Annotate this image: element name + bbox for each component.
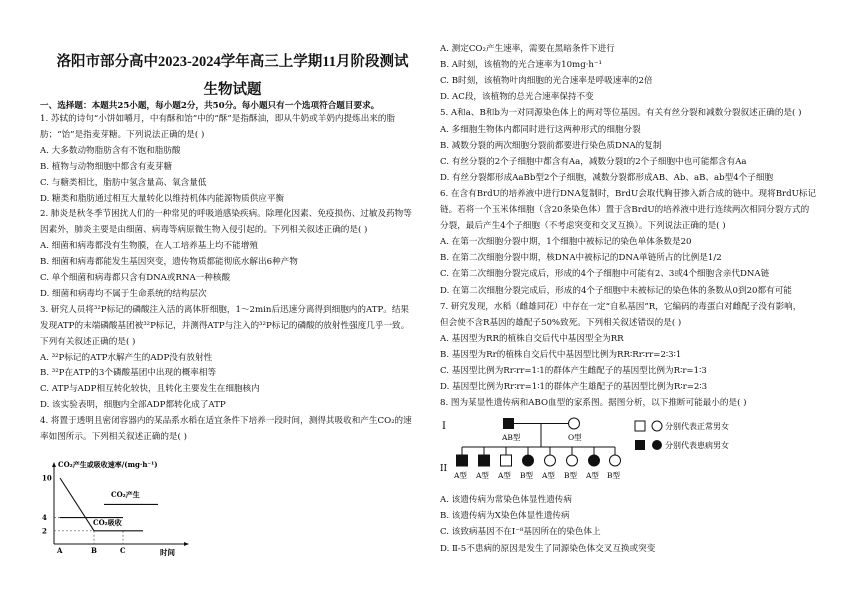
question-line: C. 有丝分裂的2个子细胞中都含有Aa，减数分裂Ⅰ的2个子细胞中也可能都含有Aa xyxy=(440,156,747,167)
legend-affected-male xyxy=(635,440,645,450)
question-line: A. 测定CO₂产生速率，需要在黑暗条件下进行 xyxy=(440,44,615,54)
question-line: 3. 研究人员将³²P标记的磷酸注入活的离体肝细胞，1～2min后迅速分离得到细胞内的ATP。结果 xyxy=(40,304,410,315)
question-line: B. 在第二次细胞分裂中期，核DNA中被标记的DNA单链所占的比例是1/2 xyxy=(440,253,722,264)
y-arrow xyxy=(52,462,56,467)
gen2-blood-2: A型 xyxy=(476,471,489,480)
question-line: A. ³²P标记的ATP水解产生的ADP没有放射性 xyxy=(40,352,213,363)
gen2-individual-6 xyxy=(567,455,578,466)
gen2-blood-5: A型 xyxy=(542,471,555,480)
question-line: D. AC段，该植物的总光合速率保持不变 xyxy=(440,92,594,103)
gen2-individual-1 xyxy=(457,455,468,466)
gen2-blood-6: B型 xyxy=(564,471,578,480)
series-label-production: CO₂产生 xyxy=(111,489,140,499)
question-line: 链。若将一个玉米体细胞（含20条染色体）置于含BrdU的培养液中进行连续两次相同分裂方式的 xyxy=(440,205,810,215)
y-tick-label: 2 xyxy=(42,526,47,536)
x-tick-label: A xyxy=(57,546,63,555)
question-line: 但会使不含R基因的雄配子50%致死。下列相关叙述错误的是( ) xyxy=(440,317,682,328)
generation-label-1: I xyxy=(442,421,446,432)
question-line: C. 基因型比例为Rr∶rr=1∶1的群体产生雌配子的基因型比例为R∶r=1∶3 xyxy=(440,366,707,376)
option-line: B. 该遗传病为X染色体显性遗传病 xyxy=(440,511,570,522)
question-line: B. 细菌和病毒都能发生基因突变，遗传物质都能彻底水解出6种产物 xyxy=(40,257,298,268)
question-line: 1. 苏轼的诗句“小饼如嚼月，中有酥和饴”中的“酥”是指酥油，即从牛奶或羊奶内提炼出来的脂 xyxy=(40,114,396,124)
generation-label-2: II xyxy=(440,464,448,474)
series-label-absorption: CO₂吸收 xyxy=(93,518,122,528)
question-line: 8. 图为某显性遗传病和ABO血型的家系图。据图分析，以下推断可能最小的是( ) xyxy=(440,398,747,409)
y-axis-label: CO₂产生或吸收速率/(mg·h⁻¹) xyxy=(58,460,158,469)
option-line: C. 该致病基因不在Ⅰ⁻⁸基因所在的染色体上 xyxy=(440,527,601,538)
question-line: D. 有丝分裂都形成AaBb型2个子细胞，减数分裂都形成AB、Ab、aB、ab型4个子细胞 xyxy=(440,172,774,183)
x-axis-label: 时间 xyxy=(160,548,175,556)
legend-affected-female xyxy=(652,440,662,450)
question-line: C. 在第二次细胞分裂完成后，形成的4个子细胞中可能有2、3或4个细胞含亲代DNA链 xyxy=(440,269,770,280)
gen1-male-affected xyxy=(503,418,514,429)
question-line: 下列有关叙述正确的是( ) xyxy=(40,336,136,347)
gen2-blood-3: A型 xyxy=(498,471,511,480)
exam-title: 洛阳市部分高中2023-2024学年高三上学期11月阶段测试 xyxy=(56,54,409,70)
question-line: 2. 肺炎是秋冬季节困扰人们的一种常见的呼吸道感染疾病。除理化因素、免疫损伤、过敏及药物等 xyxy=(40,209,412,220)
question-line: C. 与糖类相比，脂肪中氢含量高、氧含量低 xyxy=(40,177,207,188)
question-line: 7. 研究发现，水稻（雌雄同花）中存在一定“自私基因”R，它编码的毒蛋白对雌配子没有影响， xyxy=(440,301,802,312)
legend-normal-female xyxy=(652,421,662,431)
question-line: D. 在第二次细胞分裂完成后，形成的4个子细胞中未被标记的染色体的条数从0到20都有可能 xyxy=(440,285,792,296)
gen1-female-normal xyxy=(569,418,580,429)
question-line: B. ³²P在ATP的3个磷酸基团中出现的概率相等 xyxy=(40,368,217,379)
question-line: A. 多细胞生物体内都同时进行这两种形式的细胞分裂 xyxy=(440,124,641,135)
gen2-blood-8: B型 xyxy=(607,471,621,480)
legend-normal-male xyxy=(635,421,645,431)
question-line: 6. 在含有BrdU的培养液中进行DNA复制时，BrdU会取代胸苷掺入新合成的链中。现将BrdU标记 xyxy=(440,188,817,199)
legend-affected-text: 分别代表患病男女 xyxy=(665,441,729,450)
gen2-individual-2 xyxy=(479,455,490,466)
question-line: B. 植物与动物细胞中都含有麦芽糖 xyxy=(40,161,173,172)
y-tick-label: 4 xyxy=(42,513,47,523)
question-line: 4. 将置于透明且密闭容器内的某品系水稻在适宜条件下培养一段时间，测得其吸收和产生CO₂的速 xyxy=(40,416,412,427)
question-line: D. 糖类和脂肪通过相互大量转化以维持机体内能源物质供应平衡 xyxy=(40,193,285,204)
question-line: A. 基因型为RR的植株自交后代中基因型全为RR xyxy=(440,333,624,344)
question-line: A. 在第一次细胞分裂中期，1个细胞中被标记的染色单体条数是20 xyxy=(440,237,692,248)
legend-normal-text: 分别代表正常男女 xyxy=(665,422,729,431)
option-line: A. 该遗传病为常染色体显性遗传病 xyxy=(440,495,572,505)
question-line: 率如图所示。下列相关叙述正确的是( ) xyxy=(40,432,187,442)
question-line: 因素外，肺炎主要是由细菌、病毒等病原微生物入侵引起的。下列相关叙述正确的是( ) xyxy=(40,225,368,236)
gen2-blood-4: B型 xyxy=(520,471,534,480)
question-line: D. 该实验表明，细胞内全部ADP都转化成了ATP xyxy=(40,400,226,411)
exam-subtitle: 生物试题 xyxy=(203,82,262,98)
gen2-individual-7 xyxy=(589,455,600,466)
gen2-individual-4 xyxy=(523,455,534,466)
question-line: C. ATP与ADP相互转化较快，且转化主要发生在细胞核内 xyxy=(40,384,260,395)
x-arrow xyxy=(184,542,189,546)
gen1-blood-1: AB型 xyxy=(502,433,521,442)
question-line: C. 单个细菌和病毒都只含有DNA或RNA一种核酸 xyxy=(40,273,231,283)
gen2-individual-5 xyxy=(545,455,556,466)
question-line: A. 细菌和病毒都没有生物膜，在人工培养基上均不能增殖 xyxy=(40,241,258,252)
question-line: D. 基因型比例为Rr∶rr=1∶1的群体产生雄配子的基因型比例为R∶r=2∶3 xyxy=(440,382,708,393)
y-tick-label: 10 xyxy=(42,473,52,483)
question-line: 5. A和a、B和b为一对同源染色体上的两对等位基因。有关有丝分裂和减数分裂叙述正确的是( ) xyxy=(440,108,802,119)
pedigree-diagram xyxy=(440,415,840,495)
question-line: 发现ATP的末端磷酸基团被³²P标记，并测得ATP与注入的³²P标记的磷酸的放射性强度几乎一致。 xyxy=(40,320,410,331)
gen1-blood-2: O型 xyxy=(568,433,582,442)
x-tick-label: C xyxy=(120,546,126,555)
question-line: A. 大多数动物脂肪含有不饱和脂肪酸 xyxy=(40,145,181,156)
question-line: B. 基因型为Rr的植株自交后代中基因型比例为RR∶Rr∶rr=2∶3∶1 xyxy=(440,349,682,360)
gen2-individual-8 xyxy=(610,455,621,466)
gen2-blood-1: A型 xyxy=(454,471,467,480)
question-line: D. 细菌和病毒均不属于生命系统的结构层次 xyxy=(40,288,207,299)
question-line: C. B时刻，该植物叶肉细胞的光合速率是呼吸速率的2倍 xyxy=(440,76,653,87)
question-line: 肪；“饴”是指麦芽糖。下列说法正确的是( ) xyxy=(40,129,205,140)
option-line: D. Ⅱ-5不患病的原因是发生了同源染色体交叉互换或突变 xyxy=(440,543,656,554)
question-line: 分裂，最后产生4个子细胞（不考虑突变和交叉互换）。下列说法正确的是( ) xyxy=(440,221,726,232)
question-line: B. A时刻，该植物的光合速率为10mg·h⁻¹ xyxy=(440,60,602,71)
gen2-individual-3 xyxy=(501,455,512,466)
x-tick-label: B xyxy=(91,546,97,555)
section-heading: 一、选择题：本题共25小题，每小题2分，共50分。每小题只有一个选项符合题目要求。 xyxy=(40,101,380,111)
question-line: B. 减数分裂的两次细胞分裂前都要进行染色质DNA的复制 xyxy=(440,140,662,151)
gen2-blood-7: A型 xyxy=(586,471,599,480)
co2-rate-chart xyxy=(40,456,190,556)
